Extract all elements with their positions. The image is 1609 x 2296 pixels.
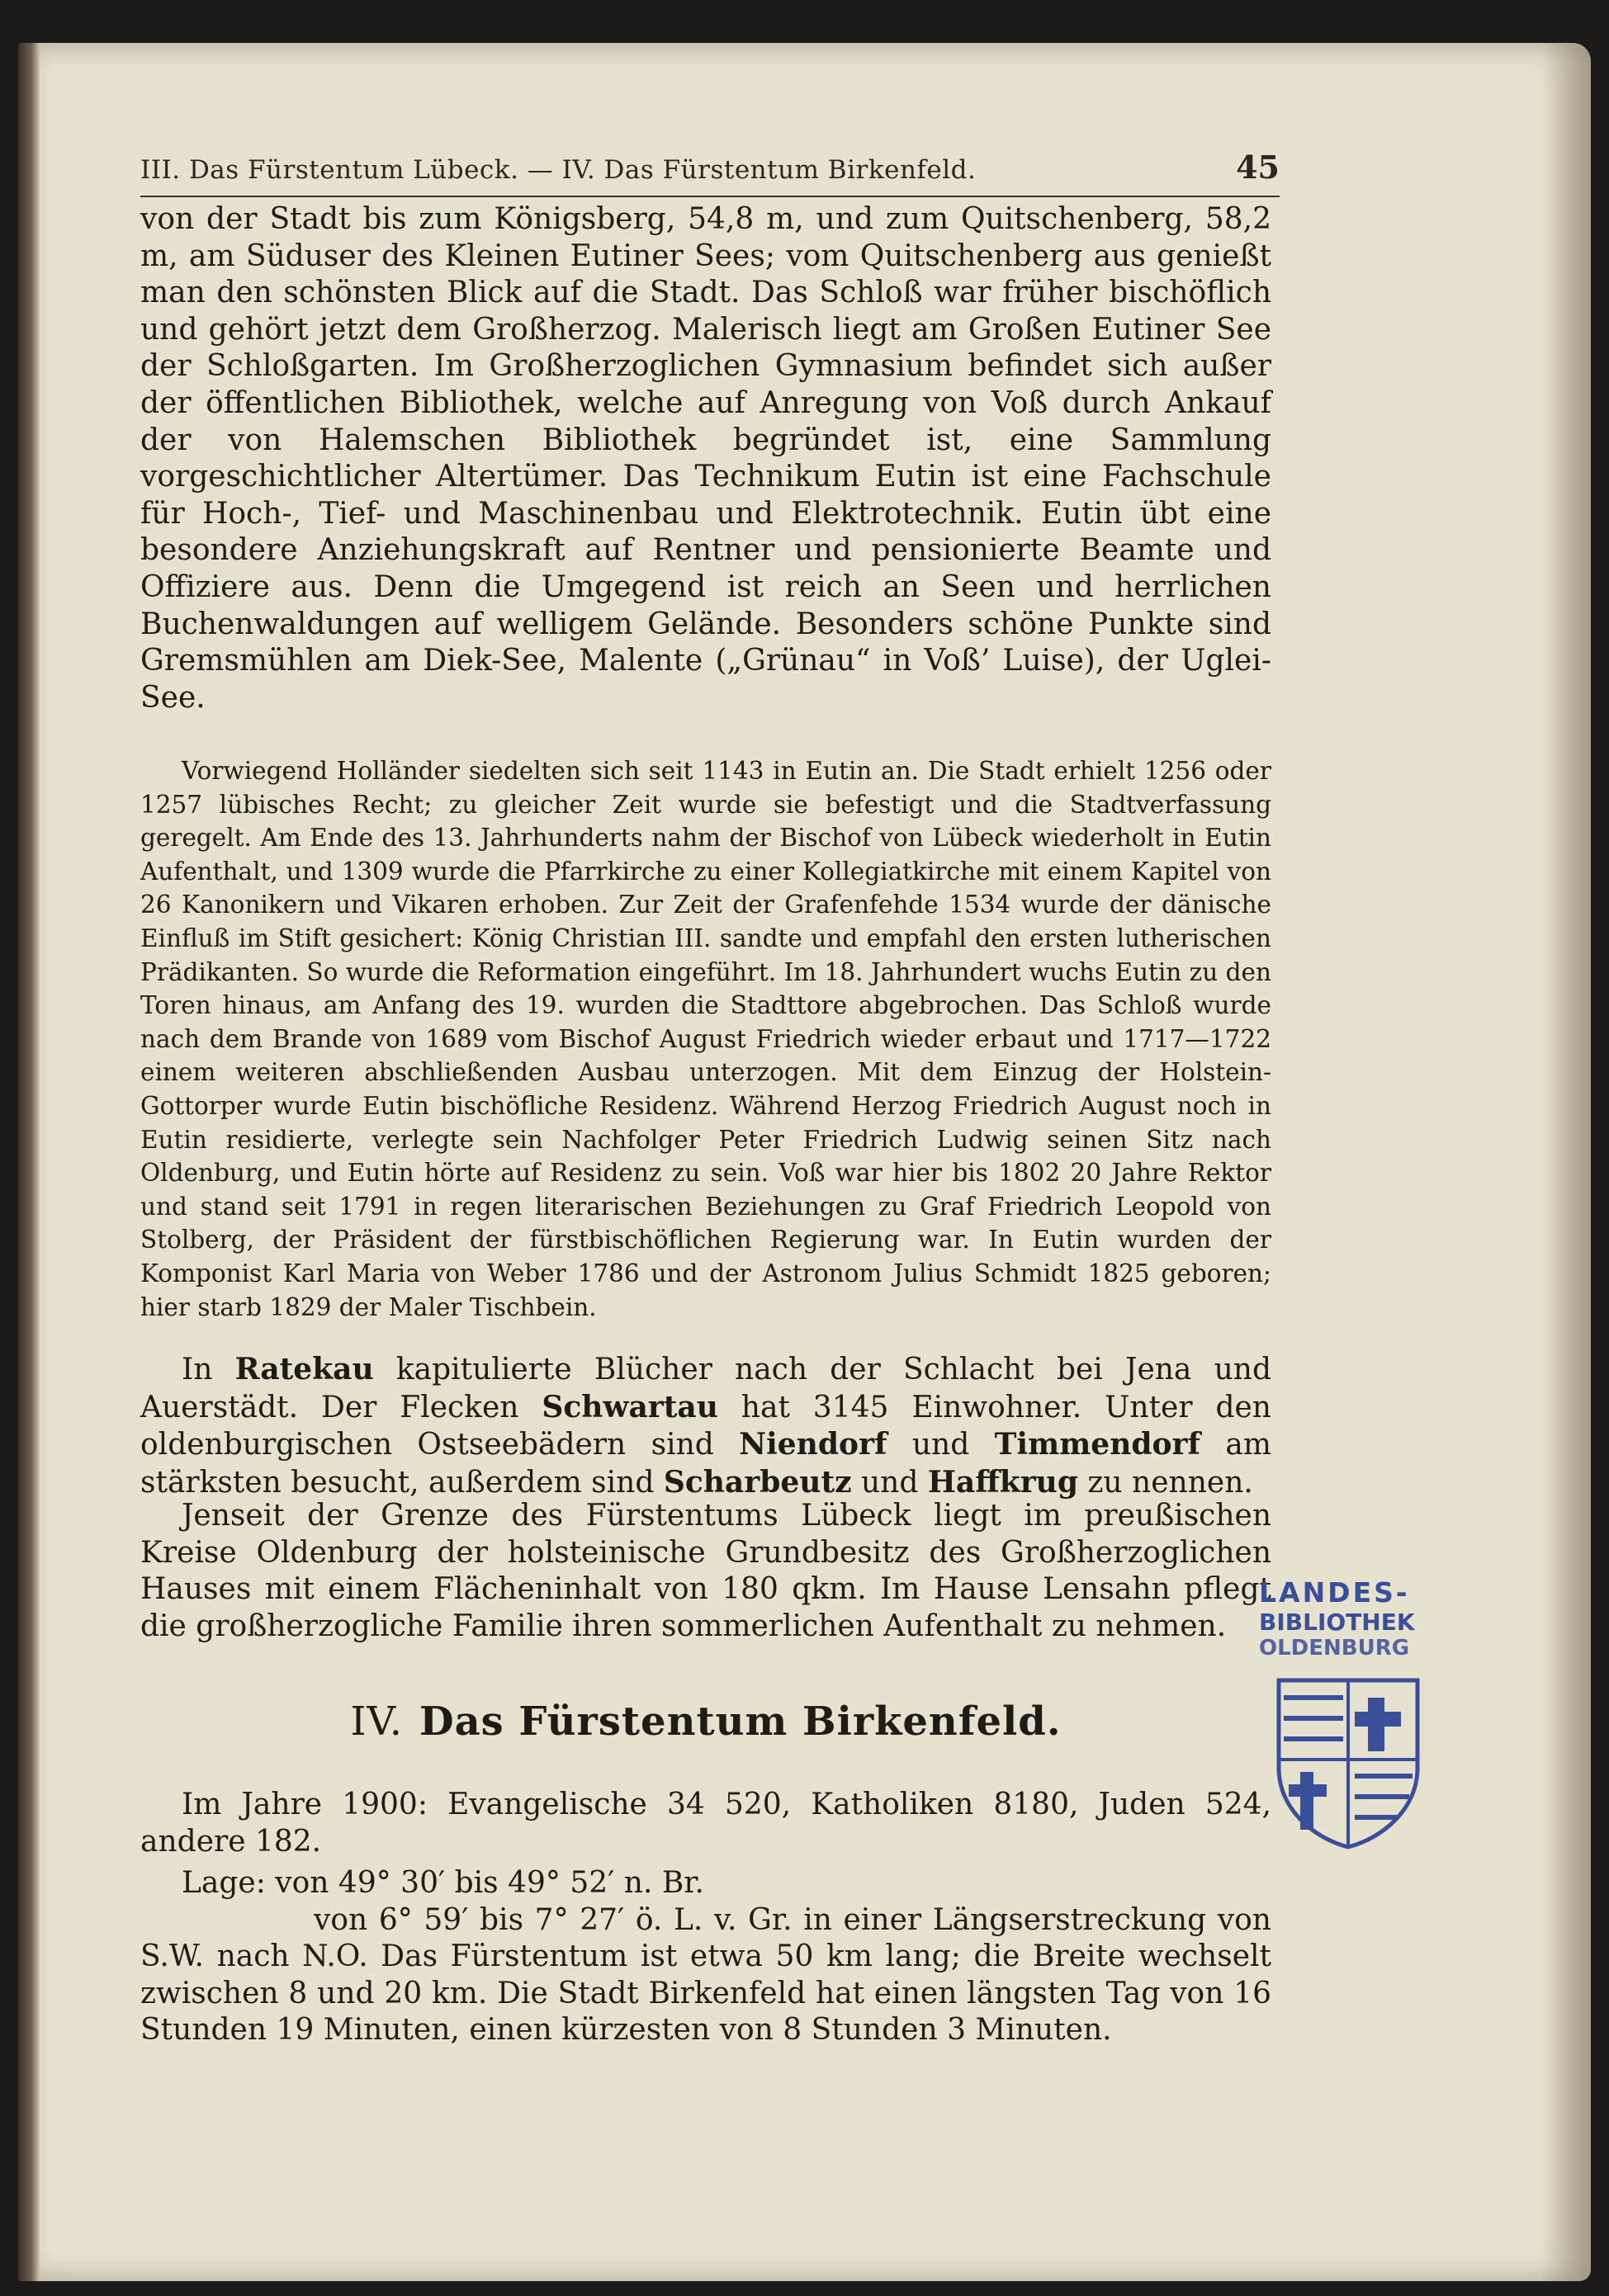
paragraph-3	[140, 1351, 1271, 1501]
section-title: Das Fürstentum Birkenfeld.	[419, 1698, 1062, 1745]
running-title: III. Das Fürstentum Lübeck. — IV. Das Fürstentum Birkenfeld.	[140, 155, 977, 185]
text-run: am stärksten besucht, außerdem sind	[140, 1428, 1271, 1500]
library-stamp	[1259, 1576, 1424, 1857]
paragraph-holstein-estate	[140, 1498, 1271, 1645]
paragraph-1: von der Stadt bis zum Königsberg, 54,8 m, und zum Quitschenberg, 58,2 m, am Süduser des Kleinen Eutiner Sees; vom Quitschenberg aus genießt man den schönsten Blick auf die Stadt. Das Schloß war früher bischöflich und gehört jetzt dem Großherzog. Malerisch liegt am Großen Eutiner See der Schloßgarten. Im Großherzoglichen Gymnasium befindet sich außer der öffentlichen Bibliothek, welche auf Anregung von Voß durch Ankauf der von Halemschen Bibliothek begründet ist, eine Sammlung vorgeschichtlicher Altertümer. Das Technikum Eutin ist eine Fachschule für Hoch-, Tief- und Maschinenbau und Elektrotechnik. Eutin übt eine besondere Anziehungskraft auf Rentner und pensionierte Beamte und Offiziere aus. Denn die Umgegend ist reich an Seen und herrlichen Buchenwaldungen auf welligem Gelände. Besonders schöne Punkte sind Gremsmühlen am Diek-See, Malente („Grünau“ in Voß’ Luise), der Uglei-See.	[140, 202, 1271, 715]
paragraph-eutin-history	[140, 754, 1271, 1324]
place-timmendorf: Timmendorf	[994, 1427, 1201, 1462]
text-run: und	[851, 1465, 928, 1500]
paragraph-5: Im Jahre 1900: Evangelische 34 520, Katholiken 8180, Juden 524, andere 182.	[140, 1788, 1271, 1859]
paragraph-population	[140, 1787, 1271, 1860]
paragraph-eutin-description	[140, 201, 1271, 716]
paragraph-6b-text: von 6° 59′ bis 7° 27′ ö. L. v. Gr. in einer Längserstreckung von S.W. nach N.O. Das Fürstentum ist etwa 50 km lang; die Breite wechselt zwischen 8 und 20 km. Die Stadt Birkenfeld hat einen längsten Tag von 16 Stunden 19 Minuten, einen kürzesten von 8 Stunden 3 Minuten.	[140, 1902, 1271, 2048]
paragraph-6a: Lage: von 49° 30′ bis 49° 52′ n. Br.	[182, 1866, 704, 1900]
stamp-line-3: OLDENBURG	[1259, 1636, 1410, 1661]
text-run: zu nennen.	[1078, 1465, 1253, 1500]
page-binding-edge	[18, 43, 40, 2281]
place-scharbeutz: Scharbeutz	[663, 1464, 852, 1500]
paragraph-2: Vorwiegend Holländer siedelten sich seit 1143 in Eutin an. Die Stadt erhielt 1256 oder 1257 lübisches Recht; zu gleicher Zeit wurde sie befestigt und die Stadtverfassung geregelt. Am Ende des 13. Jahrhunderts nahm der Bischof von Lübeck wiederholt in Eutin Aufenthalt, und 1309 wurde die Pfarrkirche zu einer Kollegiatkirche mit einem Kapitel von 26 Kanonikern und Vikaren erhoben. Zur Zeit der Grafenfehde 1534 wurde der dänische Einfluß im Stift gesichert: König Christian III. sandte und empfahl den ersten lutherischen Prädikanten. So wurde die Reformation eingeführt. Im 18. Jahrhundert wuchs Eutin zu den Toren hinaus, am Anfang des 19. wurden die Stadttore abgebrochen. Das Schloß wurde nach dem Brande von 1689 vom Bischof August Friedrich wieder erbaut und 1717—1722 einem weiteren abschließenden Ausbau unterzogen. Mit dem Einzug der Holstein-Gottorper wurde Eutin bischöfliche Residenz. Während Herzog Friedrich August noch in Eutin residierte, verlegte sein Nachfolger Peter Friedrich Ludwig seinen Sitz nach Oldenburg, und Eutin hörte auf Residenz zu sein. Voß war hier bis 1802 20 Jahre Rektor und stand seit 1791 in regen literarischen Beziehungen zu Graf Friedrich Leopold von Stolberg, der Präsident der fürstbischöflichen Regierung war. In Eutin wurden der Komponist Karl Maria von Weber 1786 und der Astronom Julius Schmidt 1825 geboren; hier starb 1829 der Maler Tischbein.	[140, 757, 1271, 1321]
place-ratekau: Ratekau	[234, 1352, 374, 1387]
stamp-line-1: LANDES-	[1259, 1576, 1410, 1609]
paragraph-location	[140, 1865, 1271, 2049]
place-niendorf: Niendorf	[739, 1427, 887, 1462]
place-haffkrug: Haffkrug	[927, 1464, 1079, 1500]
section-heading	[140, 1698, 1271, 1745]
page-number: 45	[1236, 149, 1280, 186]
section-number: IV.	[350, 1698, 403, 1745]
text-run: und	[887, 1428, 995, 1462]
text-run: hat 3145 Einwohner. Unter den oldenburgischen Ostseebädern sind	[140, 1390, 1271, 1462]
coat-of-arms-icon	[1275, 1677, 1421, 1850]
page-header	[140, 149, 1280, 197]
text-run: In	[182, 1353, 235, 1387]
paragraph-4: Jenseit der Grenze des Fürstentums Lübeck liegt im preußischen Kreise Oldenburg der holsteinische Grundbesitz des Großherzoglichen Hauses mit einem Flächeninhalt von 180 qkm. Im Hause Lensahn pflegt die großherzogliche Familie ihren sommerlichen Aufenthalt zu nehmen.	[140, 1499, 1271, 1643]
text-run: kapitulierte Blücher nach der Schlacht bei Jena und Auerstädt. Der Flecken	[140, 1353, 1271, 1424]
page-right-shadow	[1541, 43, 1591, 2281]
paragraph-6b	[140, 1902, 1271, 2049]
paragraph-places	[140, 1351, 1271, 1501]
stamp-line-2: BIBLIOTHEK	[1259, 1609, 1415, 1636]
place-schwartau: Schwartau	[542, 1389, 718, 1424]
